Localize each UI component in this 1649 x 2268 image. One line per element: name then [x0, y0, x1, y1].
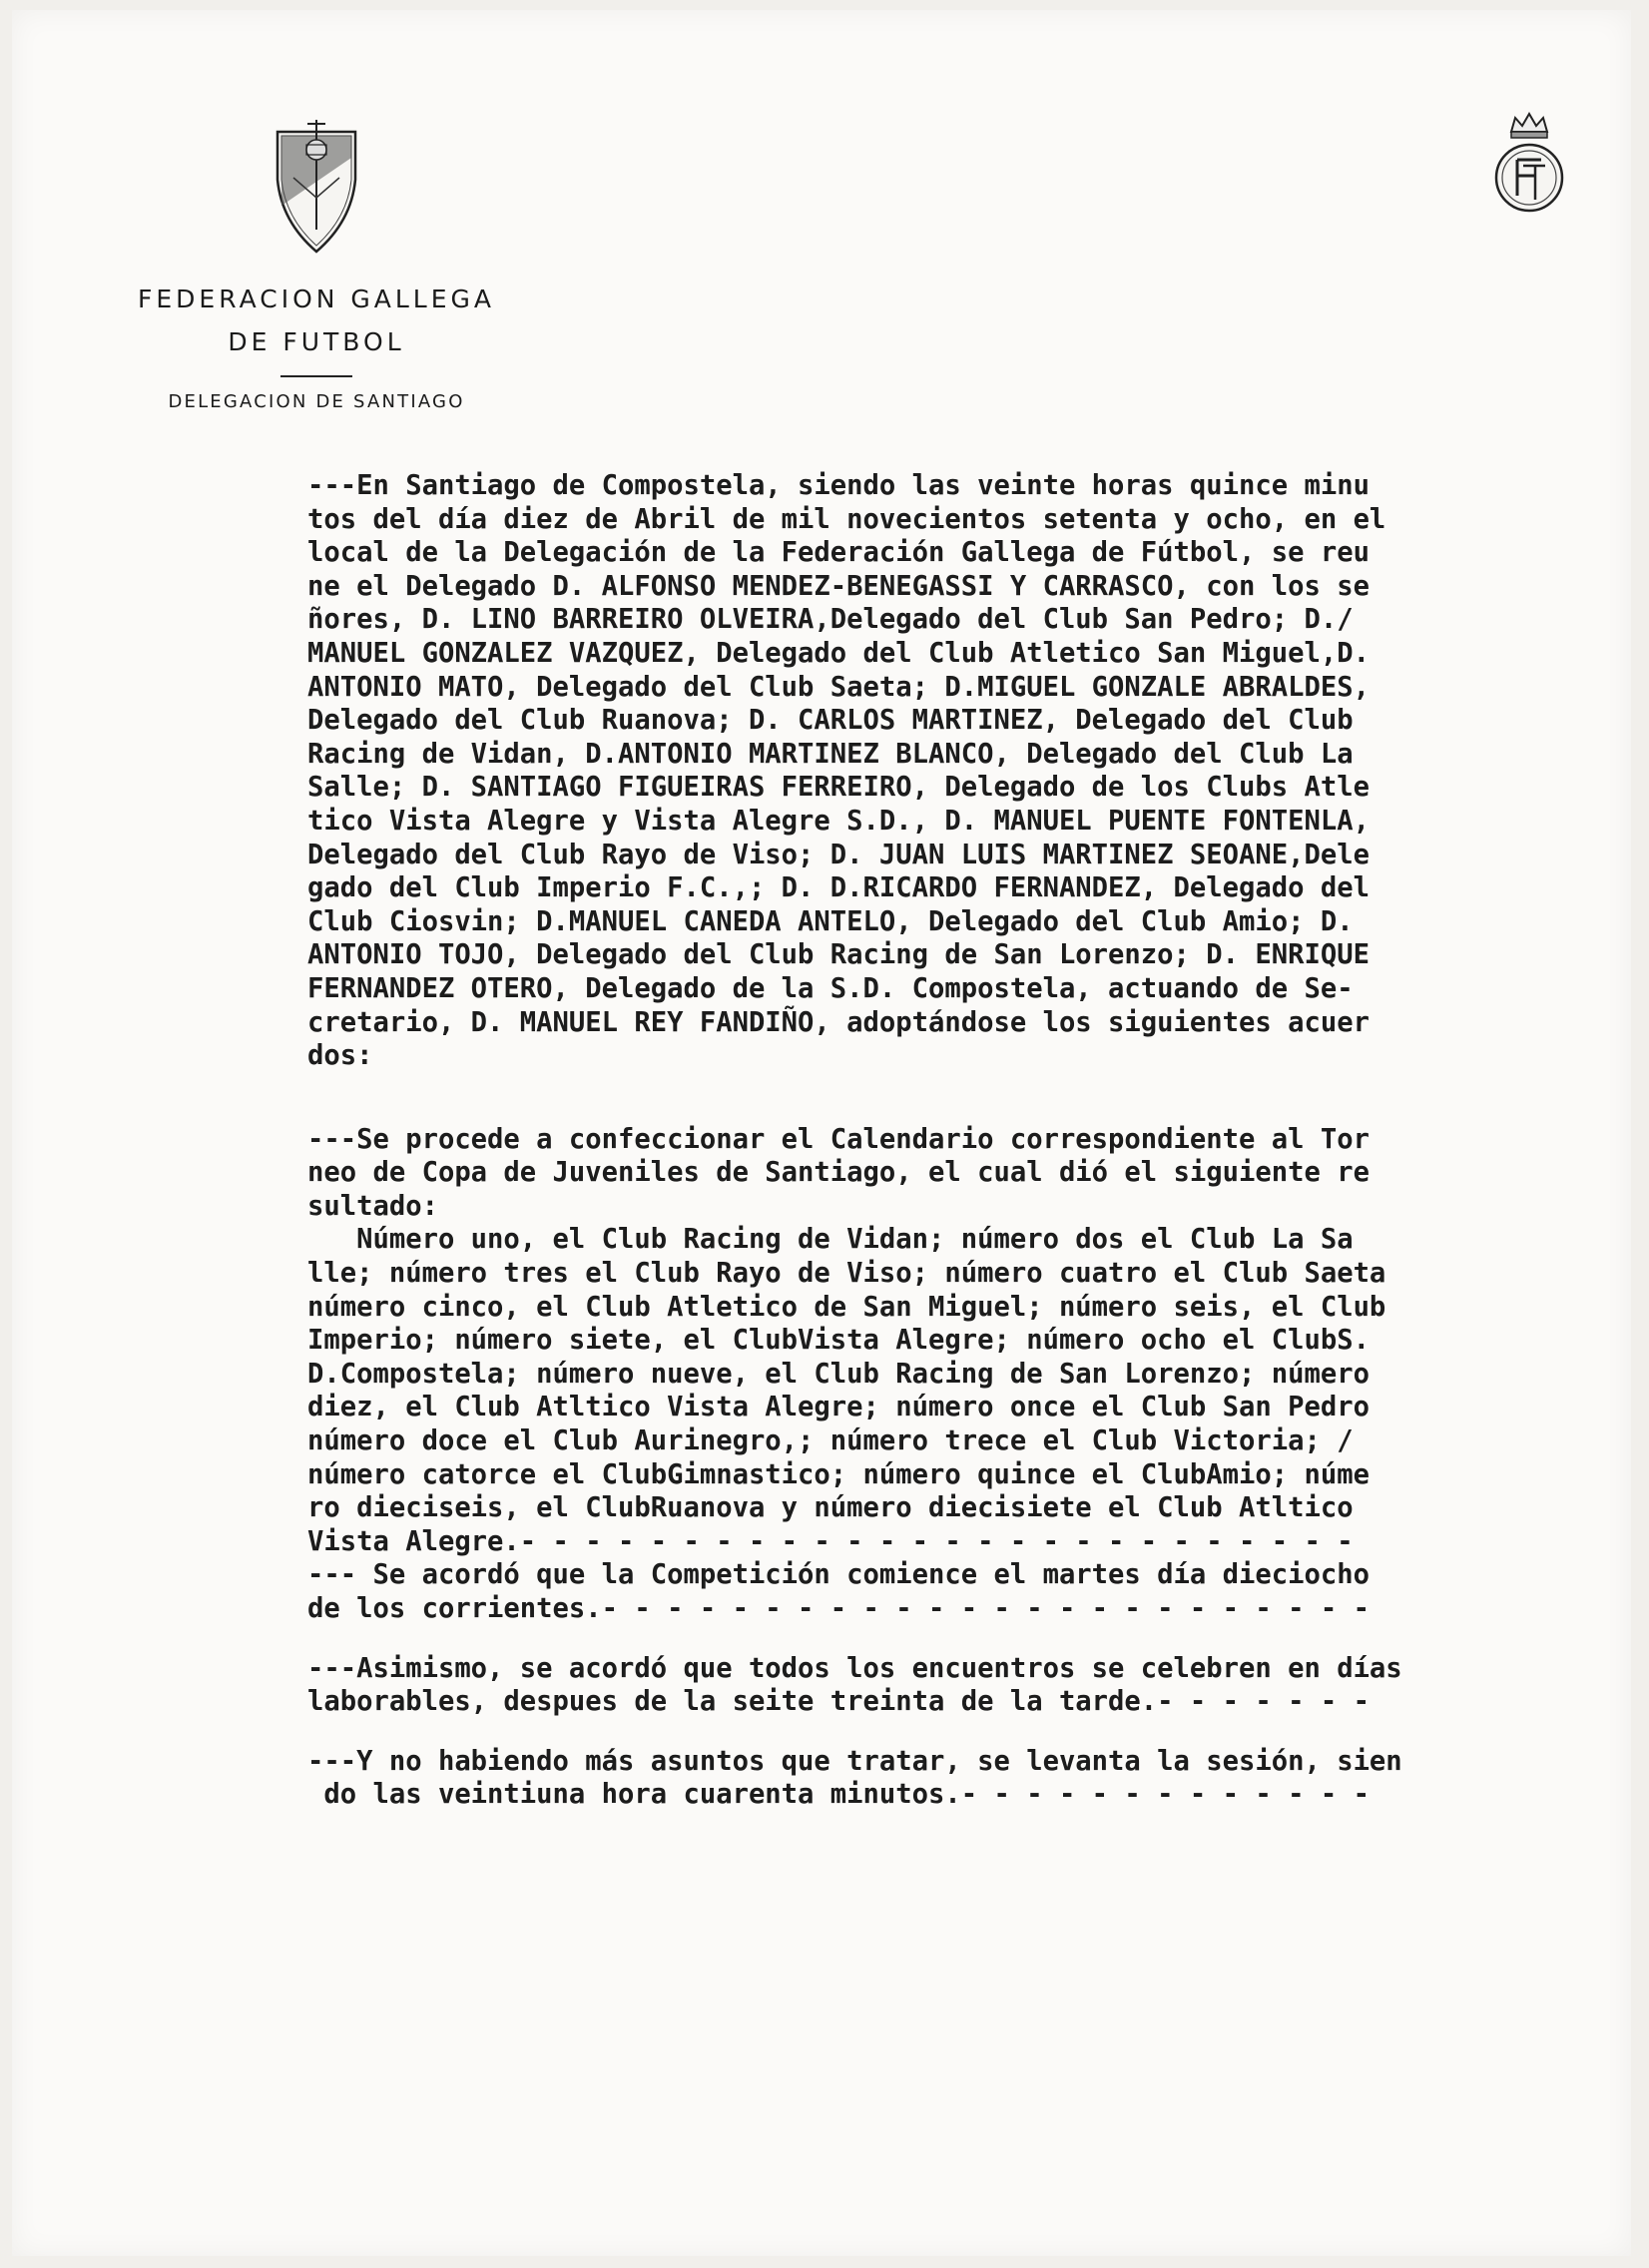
- text-line: ne el Delegado D. ALFONSO MENDEZ-BENEGASSI Y CARRASCO, con los se: [307, 570, 1370, 602]
- text-line: ---Asimismo, se acordó que todos los encuentros se celebren en días: [307, 1652, 1402, 1684]
- text-line: de los corrientes.- - - - - - - - - - - - - - - - - - - - - - - -: [307, 1593, 1370, 1624]
- text-line: Racing de Vidan, D.ANTONIO MARTINEZ BLANCO, Delegado del Club La: [307, 738, 1354, 770]
- text-line: Imperio; número siete, el ClubVista Alegre; número ocho el ClubS.: [307, 1325, 1370, 1357]
- text-line: ñores, D. LINO BARREIRO OLVEIRA,Delegado del Club San Pedro; D./: [307, 604, 1354, 636]
- paragraph-gap: [307, 1073, 1645, 1123]
- text-line: Vista Alegre.- - - - - - - - - - - - - - - - - - - - - - - - - -: [307, 1525, 1354, 1557]
- crowned-crest-icon: [1489, 110, 1569, 222]
- text-line: número catorce el ClubGimnastico; número quince el ClubAmio; núme: [307, 1458, 1370, 1490]
- text-line: número doce el Club Aurinegro,; número trece el Club Victoria; /: [307, 1425, 1354, 1457]
- paragraph: [307, 1745, 1645, 1812]
- department-name: DELEGACION DE SANTIAGO: [168, 391, 465, 412]
- text-line: laborables, despues de la seite treinta de la tarde.- - - - - - -: [307, 1686, 1370, 1718]
- text-line: ---Se procede a confeccionar el Calendario correspondiente al Tor: [307, 1123, 1370, 1155]
- org-name-line1: FEDERACION GALLEGA: [138, 284, 495, 313]
- text-line: tos del día diez de Abril de mil novecientos setenta y ocho, en el: [307, 503, 1386, 535]
- text-line: ANTONIO TOJO, Delegado del Club Racing de San Lorenzo; D. ENRIQUE: [307, 939, 1370, 971]
- document-page: [12, 10, 1631, 2256]
- text-line: cretario, D. MANUEL REY FANDIÑO, adoptándose los siguientes acuer: [307, 1006, 1370, 1038]
- text-line: Número uno, el Club Racing de Vidan; número dos el Club La Sa: [307, 1224, 1354, 1256]
- text-line: dos:: [307, 1040, 373, 1072]
- text-line: neo de Copa de Juveniles de Santiago, el cual dió el siguiente re: [307, 1157, 1370, 1189]
- divider: [280, 375, 352, 377]
- text-line: ---En Santiago de Compostela, siendo las veinte horas quince minu: [307, 470, 1370, 501]
- paragraph-gap: [307, 1719, 1645, 1745]
- text-line: FERNANDEZ OTERO, Delegado de la S.D. Compostela, actuando de Se-: [307, 972, 1354, 1004]
- text-line: sultado:: [307, 1190, 438, 1222]
- org-name-line2: DE FUTBOL: [228, 327, 405, 356]
- text-line: gado del Club Imperio F.C.,; D. D.RICARDO FERNANDEZ, Delegado del: [307, 872, 1370, 904]
- text-line: ANTONIO MATO, Delegado del Club Saeta; D.MIGUEL GONZALE ABRALDES,: [307, 671, 1370, 703]
- text-line: diez, el Club Atltico Vista Alegre; número once el Club San Pedro: [307, 1392, 1370, 1423]
- paragraph: [307, 1123, 1645, 1626]
- text-line: número cinco, el Club Atletico de San Miguel; número seis, el Club: [307, 1291, 1386, 1323]
- text-line: --- Se acordó que la Competición comience el martes día dieciocho: [307, 1559, 1370, 1591]
- text-line: local de la Delegación de la Federación Gallega de Fútbol, se reu: [307, 537, 1370, 569]
- text-line: Delegado del Club Ruanova; D. CARLOS MARTINEZ, Delegado del Club: [307, 705, 1354, 737]
- text-line: tico Vista Alegre y Vista Alegre S.D., D. MANUEL PUENTE FONTENLA,: [307, 805, 1370, 837]
- text-line: Salle; D. SANTIAGO FIGUEIRAS FERREIRO, Delegado de los Clubs Atle: [307, 772, 1370, 804]
- minutes-body: [307, 469, 1645, 1812]
- text-line: Delegado del Club Rayo de Viso; D. JUAN LUIS MARTINEZ SEOANE,Dele: [307, 839, 1370, 870]
- text-line: lle; número tres el Club Rayo de Viso; número cuatro el Club Saeta: [307, 1258, 1386, 1290]
- paragraph-gap: [307, 1626, 1645, 1652]
- paragraph: [307, 469, 1645, 1073]
- text-line: do las veintiuna hora cuarenta minutos.- - - - - - - - - - - - -: [307, 1779, 1370, 1811]
- paragraph: [307, 1652, 1645, 1719]
- text-line: MANUEL GONZALEZ VAZQUEZ, Delegado del Club Atletico San Miguel,D.: [307, 637, 1370, 669]
- text-line: ro dieciseis, el ClubRuanova y número diecisiete el Club Atltico: [307, 1492, 1354, 1524]
- text-line: Club Ciosvin; D.MANUEL CANEDA ANTELO, Delegado del Club Amio; D.: [307, 905, 1354, 937]
- text-line: ---Y no habiendo más asuntos que tratar, se levanta la sesión, sien: [307, 1745, 1402, 1777]
- letterhead: [102, 278, 531, 412]
- shield-emblem-icon: [274, 118, 359, 256]
- text-line: D.Compostela; número nueve, el Club Racing de San Lorenzo; número: [307, 1358, 1370, 1390]
